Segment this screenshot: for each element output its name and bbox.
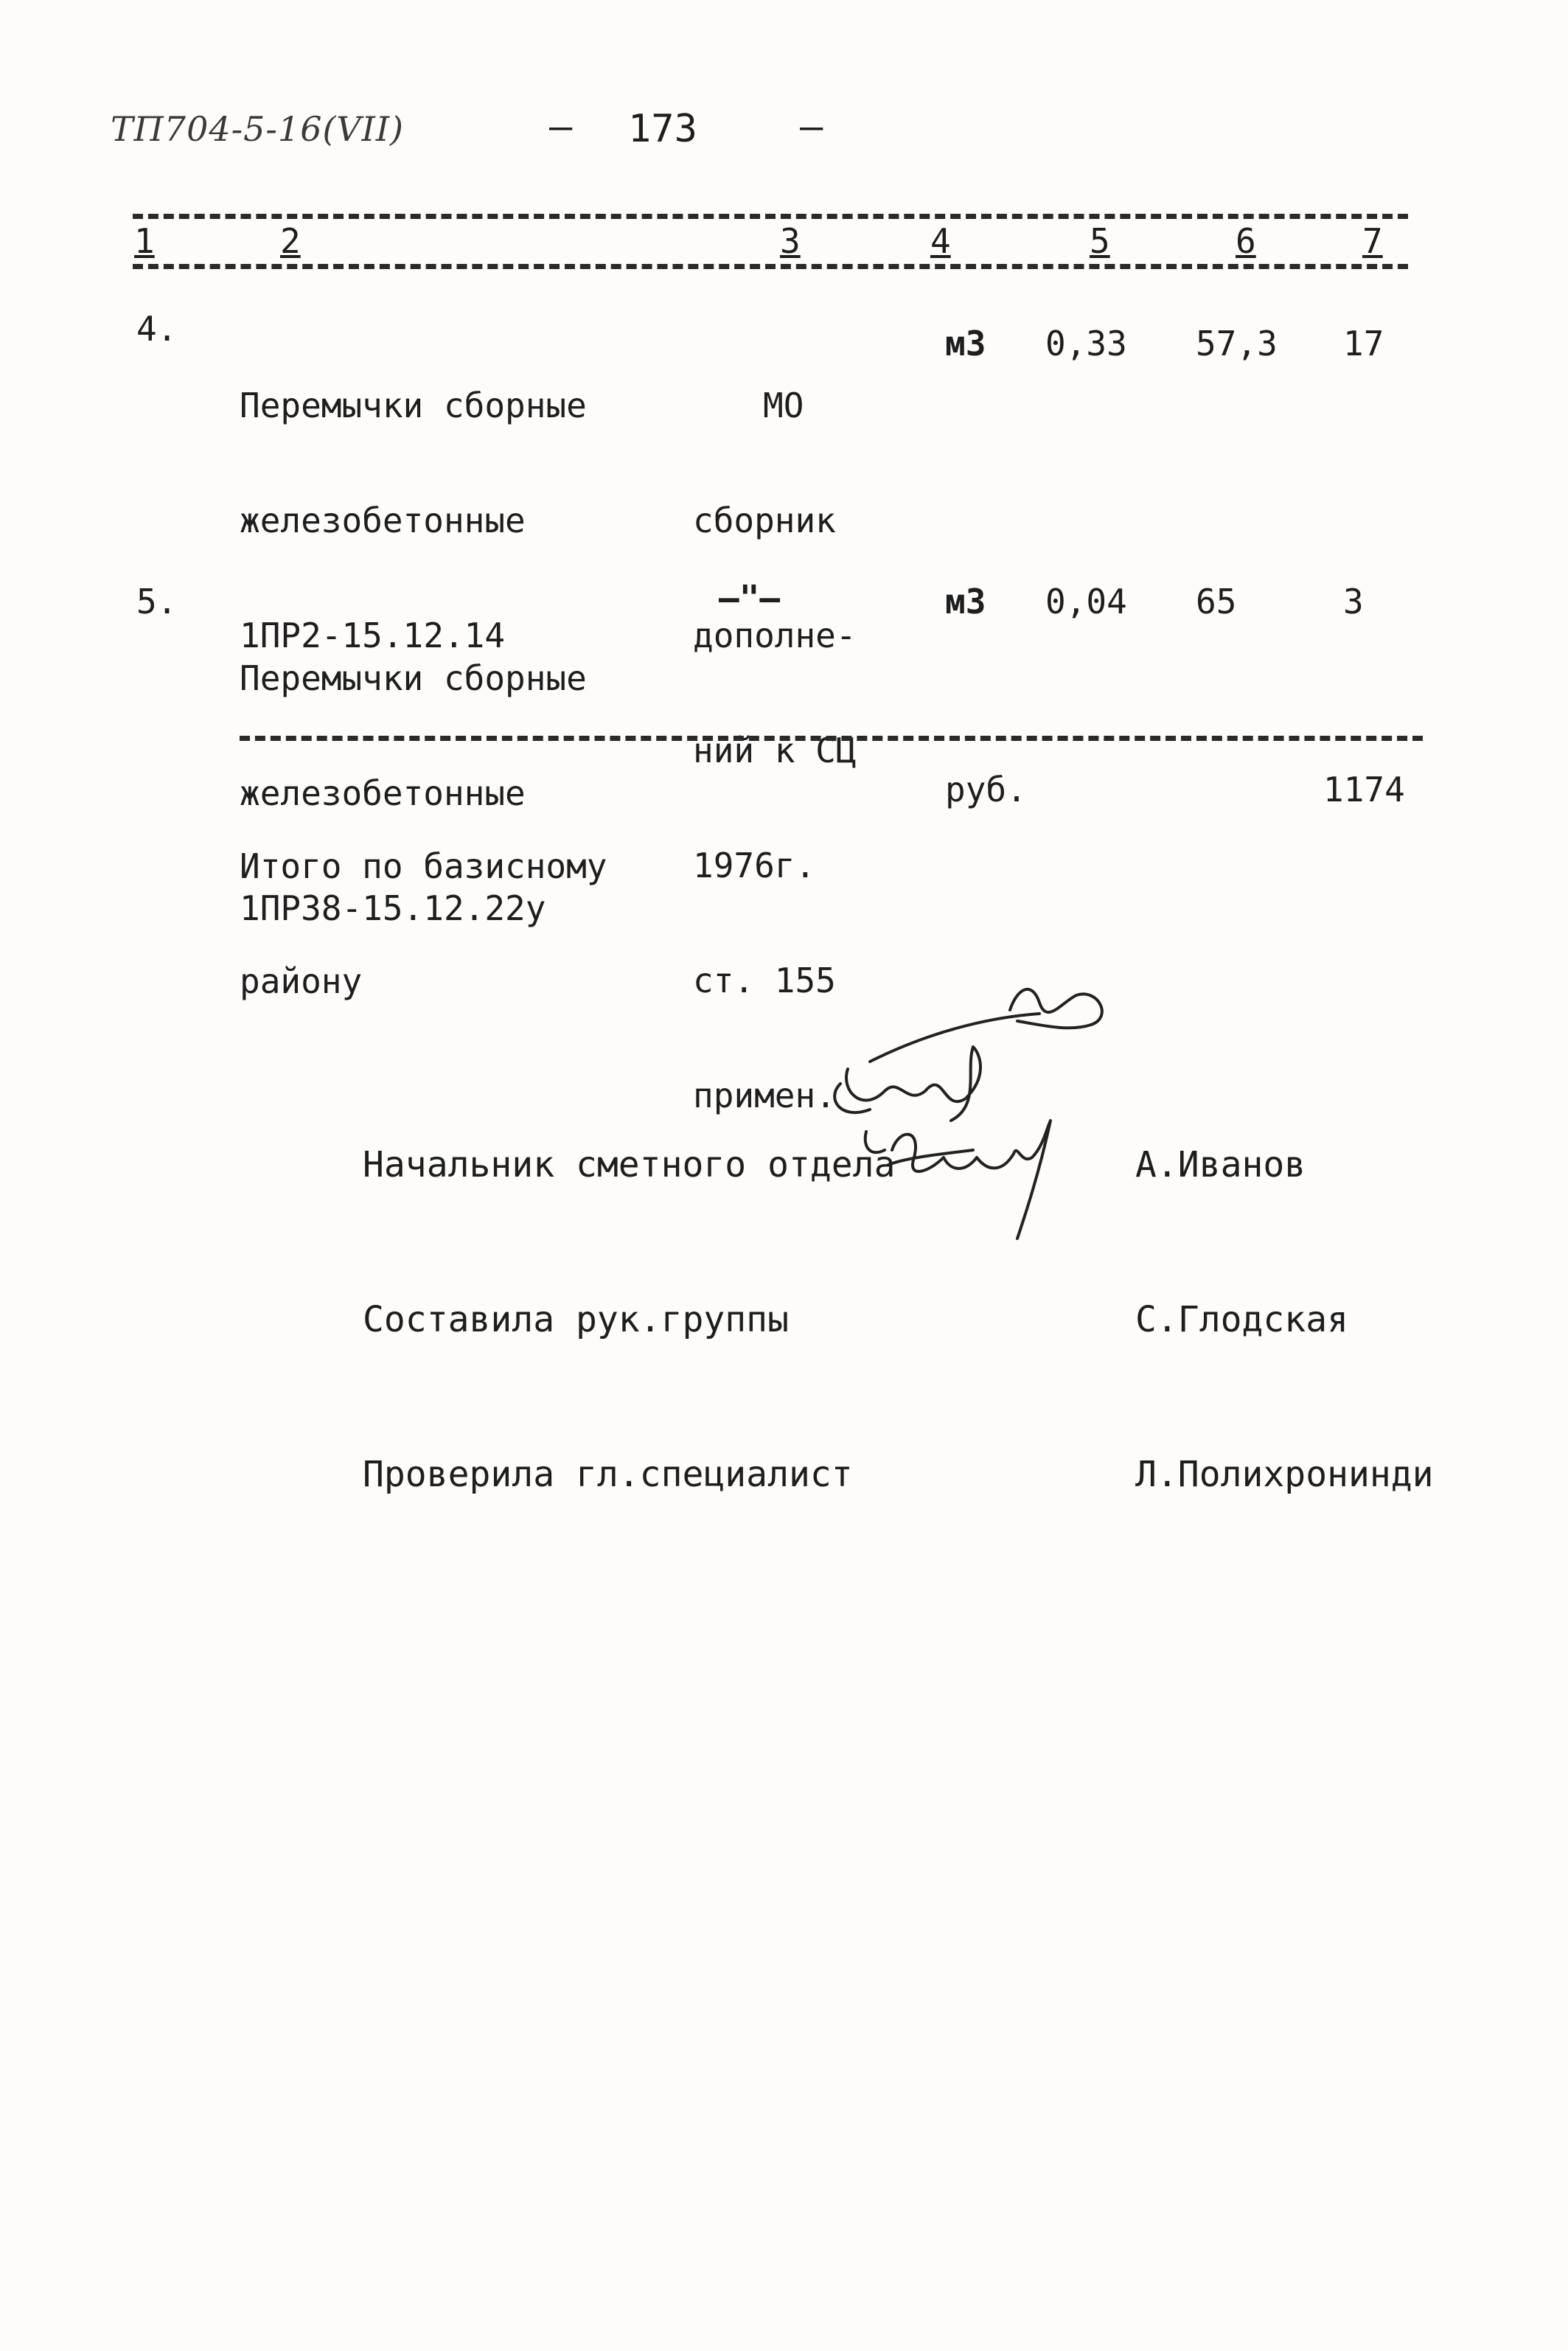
item-source-line: ний к СЦ: [693, 731, 857, 770]
item-name-line: железобетонные: [240, 501, 526, 540]
item-unit: м3: [945, 324, 986, 363]
page-number: 173: [628, 107, 697, 151]
header-bottom-rule: [133, 264, 1408, 269]
item-source-line: сборник: [693, 501, 836, 540]
handwritten-signatures: [796, 981, 1135, 1246]
summary-label-line: району: [240, 961, 363, 1001]
signatory-name: С.Глодская: [1135, 1299, 1348, 1340]
item-price: 57,3: [1196, 324, 1278, 363]
item-source-ditto: –"–: [719, 578, 781, 618]
row-number: 5.: [136, 582, 178, 621]
item-total: 17: [1343, 324, 1384, 363]
column-number-4: 4: [930, 221, 951, 261]
signature-names: [1135, 1036, 1434, 1603]
item-unit: м3: [945, 582, 986, 621]
table-bottom-rule: [240, 736, 1423, 741]
item-quantity: 0,33: [1045, 324, 1127, 363]
item-quantity: 0,04: [1045, 582, 1127, 621]
row-number: 4.: [136, 309, 178, 349]
item-name-line: 1ПР2-15.12.14: [240, 616, 506, 655]
document-code: ТП704-5-16(VII): [111, 109, 404, 149]
item-price: 65: [1196, 582, 1237, 621]
summary-total: 1174: [1323, 770, 1405, 809]
signature-role: Начальник сметного отдела: [363, 1144, 896, 1185]
item-source-line: МО: [763, 386, 804, 425]
column-number-3: 3: [780, 221, 801, 261]
column-number-1: 1: [134, 221, 155, 261]
item-source-line: примен.: [693, 1076, 836, 1115]
signatory-name: А.Иванов: [1135, 1144, 1306, 1185]
item-source-line: 1976г.: [693, 846, 816, 885]
table-top-rule: [133, 214, 1408, 219]
item-name-line: Перемычки сборные: [240, 386, 587, 425]
header-dash-right: –: [800, 105, 823, 149]
item-name-line: железобетонные: [240, 773, 526, 813]
column-number-2: 2: [280, 221, 301, 261]
summary-label: [240, 770, 607, 1077]
summary-unit: руб.: [945, 770, 1027, 809]
item-total: 3: [1343, 582, 1364, 621]
summary-label-line: Итого по базисному: [240, 846, 607, 886]
header-dash-left: –: [549, 105, 573, 149]
column-number-5: 5: [1090, 221, 1110, 261]
column-number-6: 6: [1236, 221, 1256, 261]
signature-role: Составила рук.группы: [363, 1299, 789, 1340]
signatory-name: Л.Полихронинди: [1135, 1454, 1434, 1495]
item-name-line: Перемычки сборные: [240, 658, 587, 698]
item-name-line: 1ПР38-15.12.22у: [240, 888, 546, 928]
column-number-7: 7: [1362, 221, 1383, 261]
item-source-line: дополне-: [693, 616, 857, 655]
item-source-line: ст. 155: [693, 961, 836, 1000]
signature-role: Проверила гл.специалист: [363, 1454, 853, 1495]
